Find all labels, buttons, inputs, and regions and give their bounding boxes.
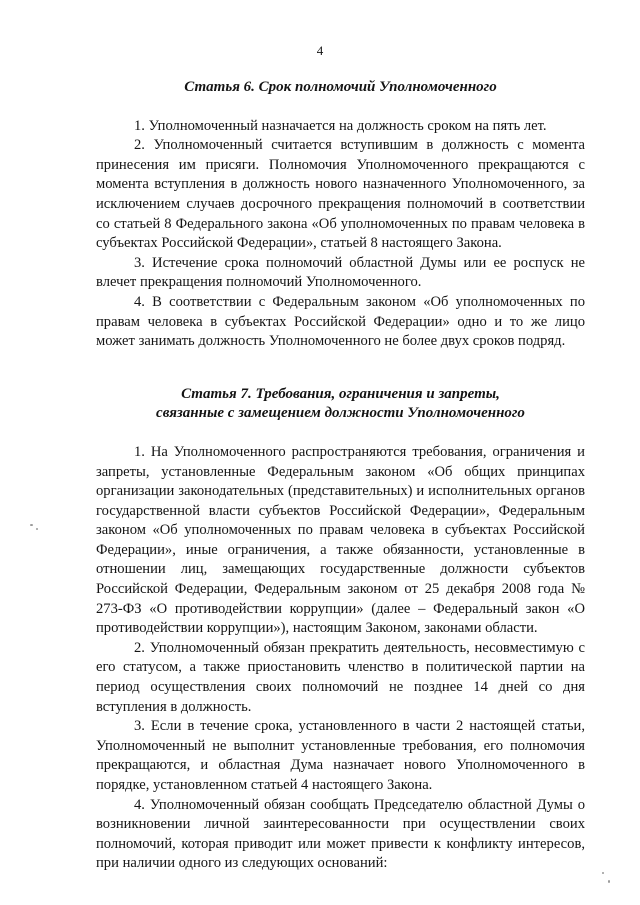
article-7-paragraph-2: 2. Уполномоченный обязан прекратить деятельность, несовместимую с его статусом, а также приостановить членство в политической партии на период осуществления своих полномочий не позднее 14 дней со дня вступления в должность. (96, 639, 585, 715)
article-6-title-text: Статья 6. Срок полномочий Уполномоченного (184, 79, 497, 95)
article-7 (96, 385, 585, 874)
scan-speck (30, 524, 33, 526)
page-number: 4 (316, 43, 324, 58)
article-7-title-line-1: Статья 7. Требования, ограничения и запреты, (181, 385, 500, 402)
article-6-paragraph-2: 2. Уполномоченный считается вступившим в должность с момента принесения им присяги. Полномочия Уполномоченного прекращаются с момента вступления в должность нового назначенного Уполномоченного, за исключением случаев досрочного прекращения полномочий в соответствии со статьей 8 Федерального закона «Об уполномоченных по правам человека в субъектах Российской Федерации», статьей 8 настоящего Закона. (96, 137, 585, 252)
scan-speck (36, 528, 38, 530)
article-6-paragraph-4: 4. В соответствии с Федеральным законом «Об уполномоченных по правам человека в субъектах Российской Федерации» одно и то же лицо может занимать должность Уполномоченного не более двух сроков подряд. (96, 293, 585, 350)
article-7-paragraph-4: 4. Уполномоченный обязан сообщать Председателю областной Думы о возникновении личной заинтересованности при осуществлении своих полномочий, которая приводит или может привести к конфликту интересов, при наличии одного из следующих оснований: (96, 796, 585, 872)
scan-speck (602, 872, 604, 874)
article-7-title (96, 385, 585, 424)
document-body (96, 78, 585, 874)
article-7-paragraph-1: 1. На Уполномоченного распространяются требования, ограничения и запреты, установленные Федеральным законом «Об общих принципах организации законодательных (представительных) и исполнительных органов государственной власти субъектов Российской Федерации», Федеральным законом «Об уполномоченных по правам человека в субъектах Российской Федерации», иные ограничения, а также обязанности, установленные в отношении лиц, замещающих государственные должности субъектов Российской Федерации, Федеральным законом от 25 декабря 2008 года № 273-ФЗ «О противодействии коррупции» (далее – Федеральный закон «О противодействии коррупции»), настоящим Законом, законами области. (96, 443, 585, 637)
article-6-title (96, 78, 585, 98)
article-6 (96, 78, 585, 352)
article-7-title-line-2: связанные с замещением должности Уполномоченного (156, 405, 525, 422)
article-6-paragraph-1: 1. Уполномоченный назначается на должность сроком на пять лет. (134, 117, 547, 134)
article-7-paragraph-3: 3. Если в течение срока, установленного в части 2 настоящей статьи, Уполномоченный не выполнит установленные требования, его полномочия прекращаются, и областная Дума назначает нового Уполномоченного в порядке, установленном статьей 4 настоящего Закона. (96, 718, 585, 793)
scan-speck (608, 880, 610, 883)
article-6-paragraph-3: 3. Истечение срока полномочий областной Думы или ее роспуск не влечет прекращения полномочий Уполномоченного. (96, 254, 585, 291)
